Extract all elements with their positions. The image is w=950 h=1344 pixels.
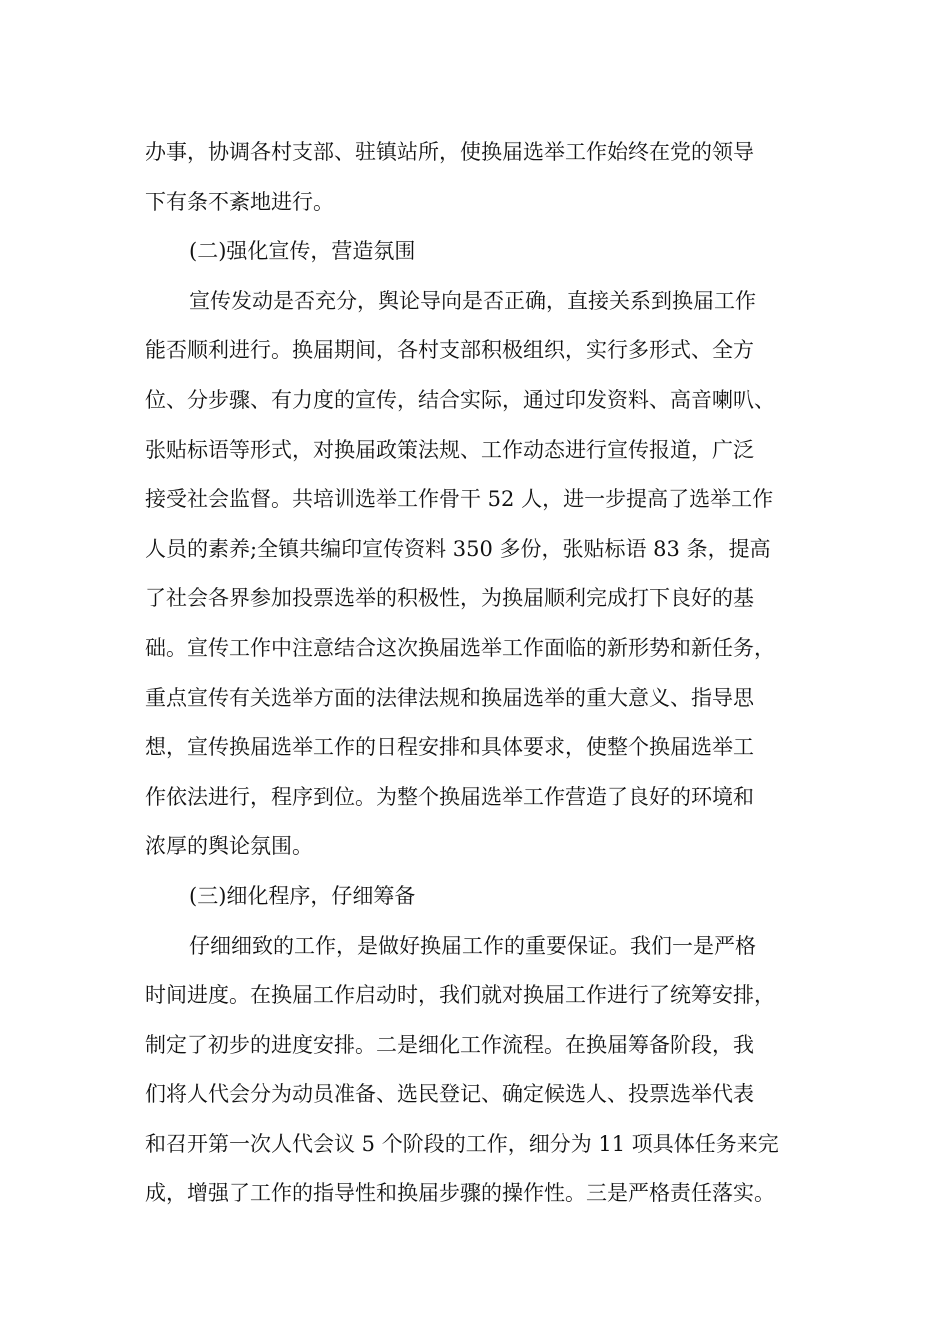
text-line: 人员的素养;全镇共编印宣传资料 350 多份，张贴标语 83 条，提高 xyxy=(145,536,771,561)
document-body xyxy=(145,128,825,1219)
text-line: 浓厚的舆论氛围。 xyxy=(145,834,313,859)
text-line: 作依法进行，程序到位。为整个换届选举工作营造了良好的环境和 xyxy=(145,784,754,809)
text-line: 们将人代会分为动员准备、选民登记、确定候选人、投票选举代表 xyxy=(145,1082,754,1107)
text-line: 制定了初步的进度安排。二是细化工作流程。在换届筹备阶段，我 xyxy=(145,1032,754,1057)
text-line: 仔细细致的工作，是做好换届工作的重要保证。我们一是严格 xyxy=(189,933,756,958)
text-line: 下有条不紊地进行。 xyxy=(145,189,334,214)
section-heading: (二)强化宣传，营造氛围 xyxy=(189,239,416,264)
text-line: 能否顺利进行。换届期间，各村支部积极组织，实行多形式、全方 xyxy=(145,338,754,363)
text-line: 接受社会监督。共培训选举工作骨干 52 人，进一步提高了选举工作 xyxy=(145,487,774,512)
text-line: 成，增强了工作的指导性和换届步骤的操作性。三是严格责任落实。 xyxy=(145,1181,775,1206)
section-heading: (三)细化程序，仔细筹备 xyxy=(189,883,416,908)
text-line: 想，宣传换届选举工作的日程安排和具体要求，使整个换届选举工 xyxy=(145,735,754,760)
text-line: 和召开第一次人代会议 5 个阶段的工作，细分为 11 项具体任务来完 xyxy=(145,1131,779,1156)
text-line: 时间进度。在换届工作启动时，我们就对换届工作进行了统筹安排， xyxy=(145,983,775,1008)
text-line: 础。宣传工作中注意结合这次换届选举工作面临的新形势和新任务， xyxy=(145,635,775,660)
text-line: 了社会各界参加投票选举的积极性，为换届顺利完成打下良好的基 xyxy=(145,586,754,611)
text-line: 张贴标语等形式，对换届政策法规、工作动态进行宣传报道，广泛 xyxy=(145,437,754,462)
text-line: 办事，协调各村支部、驻镇站所，使换届选举工作始终在党的领导 xyxy=(145,140,754,164)
text-line: 位、分步骤、有力度的宣传，结合实际，通过印发资料、高音喇叭、 xyxy=(145,387,775,412)
text-line: 重点宣传有关选举方面的法律法规和换届选举的重大意义、指导思 xyxy=(145,685,754,710)
text-line: 宣传发动是否充分，舆论导向是否正确，直接关系到换届工作 xyxy=(189,288,756,313)
